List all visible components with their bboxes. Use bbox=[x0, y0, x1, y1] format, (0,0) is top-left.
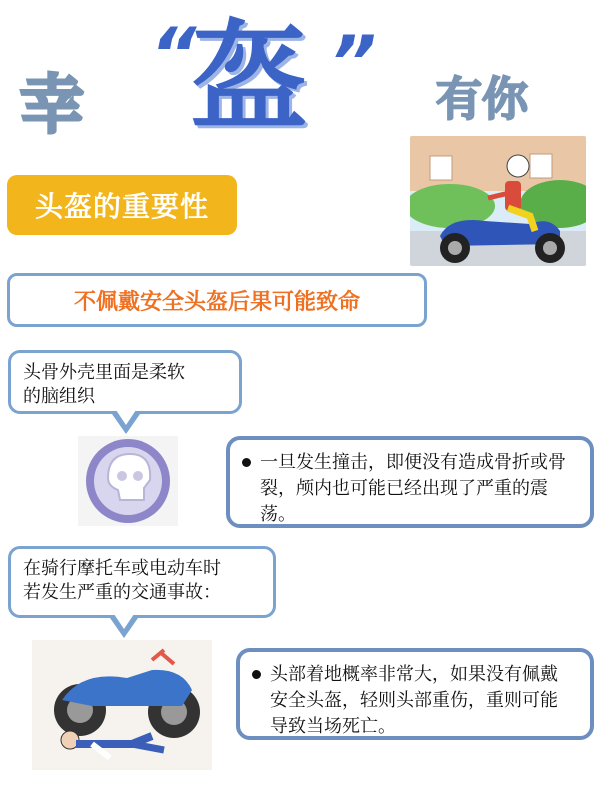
title-chars-you-ni: 有你 bbox=[436, 72, 528, 126]
speech-bubble-accident bbox=[8, 546, 276, 618]
warning-box: 不佩戴安全头盔后果可能致命 bbox=[7, 273, 427, 327]
bubble-tail-inner bbox=[116, 410, 136, 425]
bubble-line: 在骑行摩托车或电动车时 bbox=[23, 558, 221, 579]
bullet-icon bbox=[252, 670, 261, 679]
info-box-accident bbox=[236, 648, 594, 740]
motorcycle-crash-illustration bbox=[32, 640, 212, 770]
info-text: 一旦发生撞击，即便没有造成骨折或骨裂，颅内也可能已经出现了严重的震荡。 bbox=[260, 452, 566, 525]
skull-icon bbox=[78, 436, 178, 526]
title-close-quote: ” bbox=[330, 20, 377, 104]
section-banner: 头盔的重要性 bbox=[7, 175, 237, 235]
info-text: 头部着地概率非常大，如果没有佩戴安全头盔，轻则头部重伤，重则可能导致当场死亡。 bbox=[270, 664, 558, 737]
scooter-rider-illustration bbox=[410, 136, 586, 266]
title-char-xing: 幸 bbox=[20, 69, 84, 143]
bubble-line: 若发生严重的交通事故： bbox=[23, 582, 221, 603]
bullet-icon bbox=[242, 458, 251, 467]
title-open-quote: “ bbox=[150, 12, 197, 96]
title-char-kui: 盔 bbox=[190, 8, 309, 146]
info-box-impact bbox=[226, 436, 594, 528]
speech-bubble-skull bbox=[8, 350, 242, 414]
bubble-tail-inner bbox=[114, 614, 134, 629]
bubble-line: 的脑组织 bbox=[23, 386, 95, 407]
bubble-line: 头骨外壳里面是柔软 bbox=[23, 362, 185, 383]
